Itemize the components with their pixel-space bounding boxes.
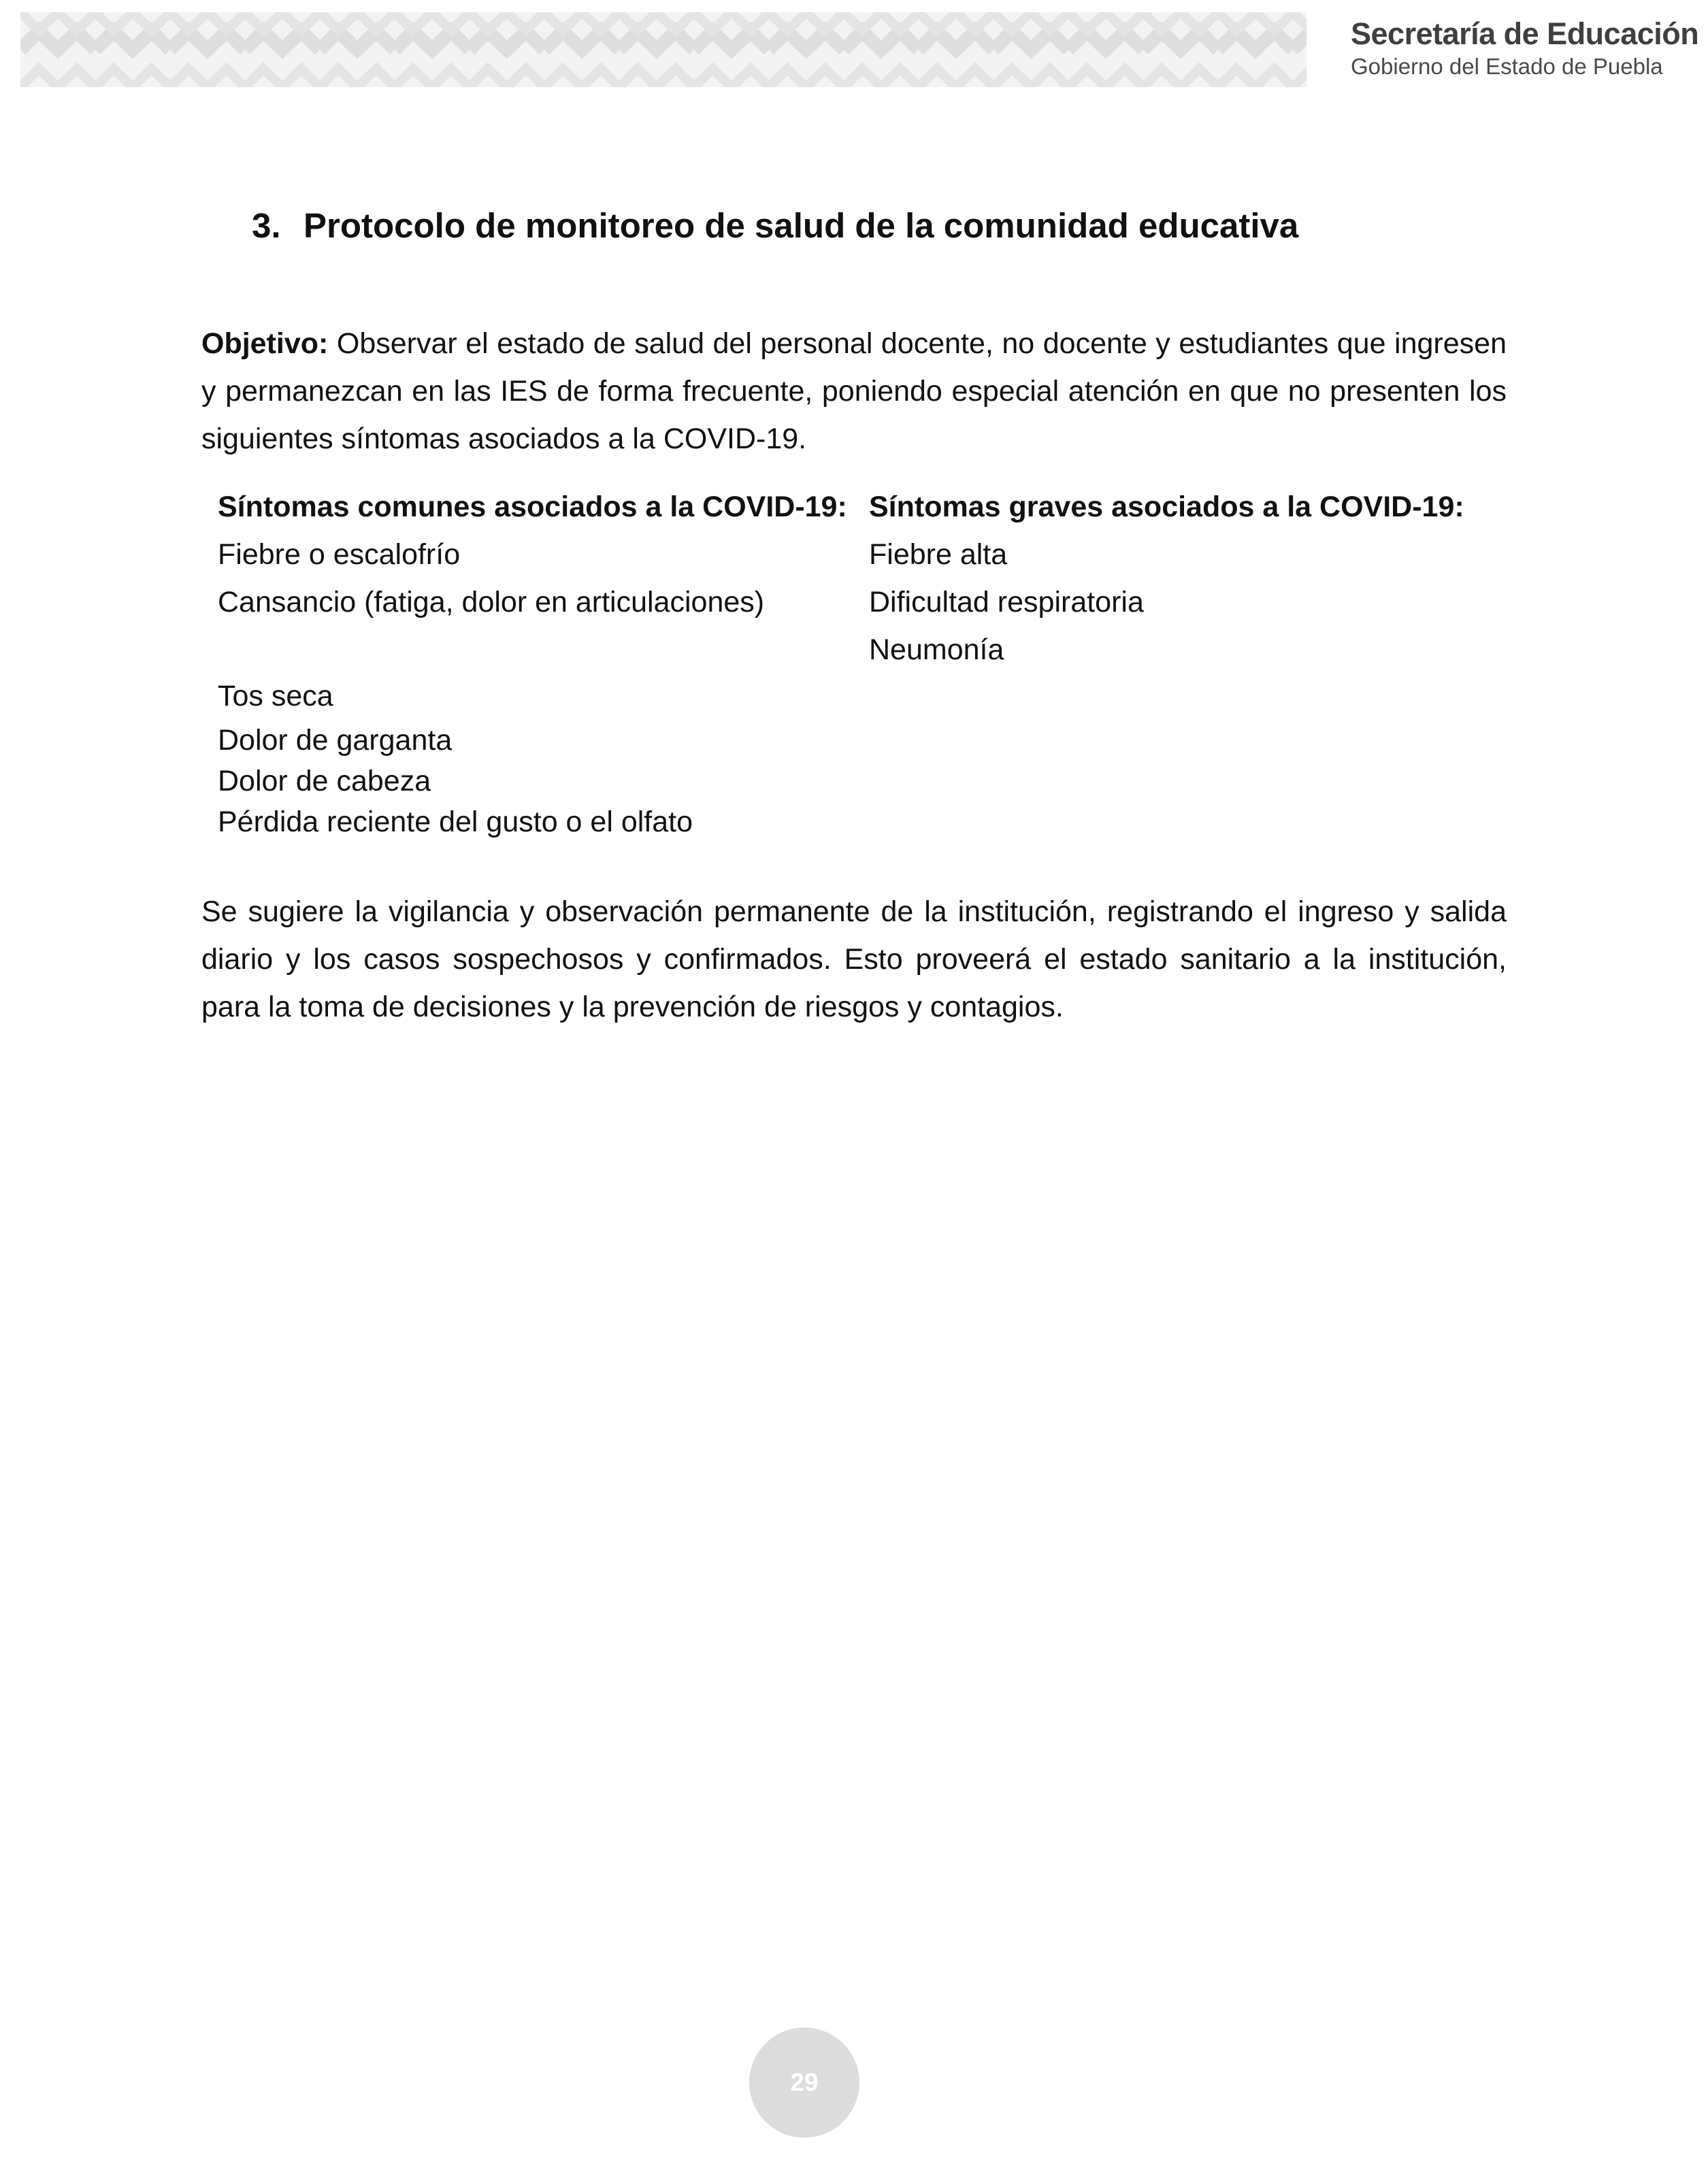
objective-label: Objetivo: (201, 327, 329, 360)
objective-paragraph (201, 320, 1507, 463)
severe-symptoms-heading: Síntomas graves asociados a la COVID-19: (869, 491, 1464, 523)
severe-symptoms-list (869, 531, 1515, 674)
recommendation-paragraph: Se sugiere la vigilancia y observación permanente de la institución, registrando el ingreso y salida diario y los casos sospechosos y confirmados. Esto proveerá el estado sanitario a la institución, para la toma de decisiones y la prevención de riesgos y contagios. (201, 895, 1507, 1023)
common-symptoms-list (218, 531, 864, 842)
list-item: Dolor de cabeza (218, 765, 431, 797)
list-item: Pérdida reciente del gusto o el olfato (218, 806, 693, 838)
section-number: 3. (252, 206, 281, 245)
organization-subtitle: Gobierno del Estado de Puebla (1351, 54, 1663, 79)
common-symptoms-heading: Síntomas comunes asociados a la COVID-19: (218, 491, 847, 523)
list-item: Neumonía (869, 633, 1004, 666)
severe-symptoms-column (869, 483, 1515, 674)
list-item: Cansancio (fatiga, dolor en articulaciones) (218, 586, 765, 618)
list-item: Dolor de garganta (218, 724, 453, 757)
list-item: Fiebre alta (869, 538, 1008, 571)
organization-brand (1351, 15, 1698, 80)
list-item: Dificultad respiratoria (869, 586, 1144, 618)
page-number: 29 (790, 2068, 819, 2096)
list-item: Tos seca (218, 680, 333, 712)
objective-text: Observar el estado de salud del personal docente, no docente y estudiantes que ingresen y permanezcan en las IES de forma frecuente, poniendo especial atención en que no presenten los siguientes síntomas asociados a la COVID-19. (201, 327, 1507, 455)
section-title: Protocolo de monitoreo de salud de la comunidad educativa (303, 206, 1299, 245)
common-symptoms-column (218, 483, 864, 842)
list-item: Fiebre o escalofrío (218, 538, 461, 571)
zigzag-pattern-graphic (20, 12, 1307, 87)
page-number-badge (749, 2027, 859, 2138)
header-decorative-pattern (20, 12, 1307, 87)
section-heading (252, 199, 1545, 253)
organization-title: Secretaría de Educación (1351, 16, 1699, 51)
